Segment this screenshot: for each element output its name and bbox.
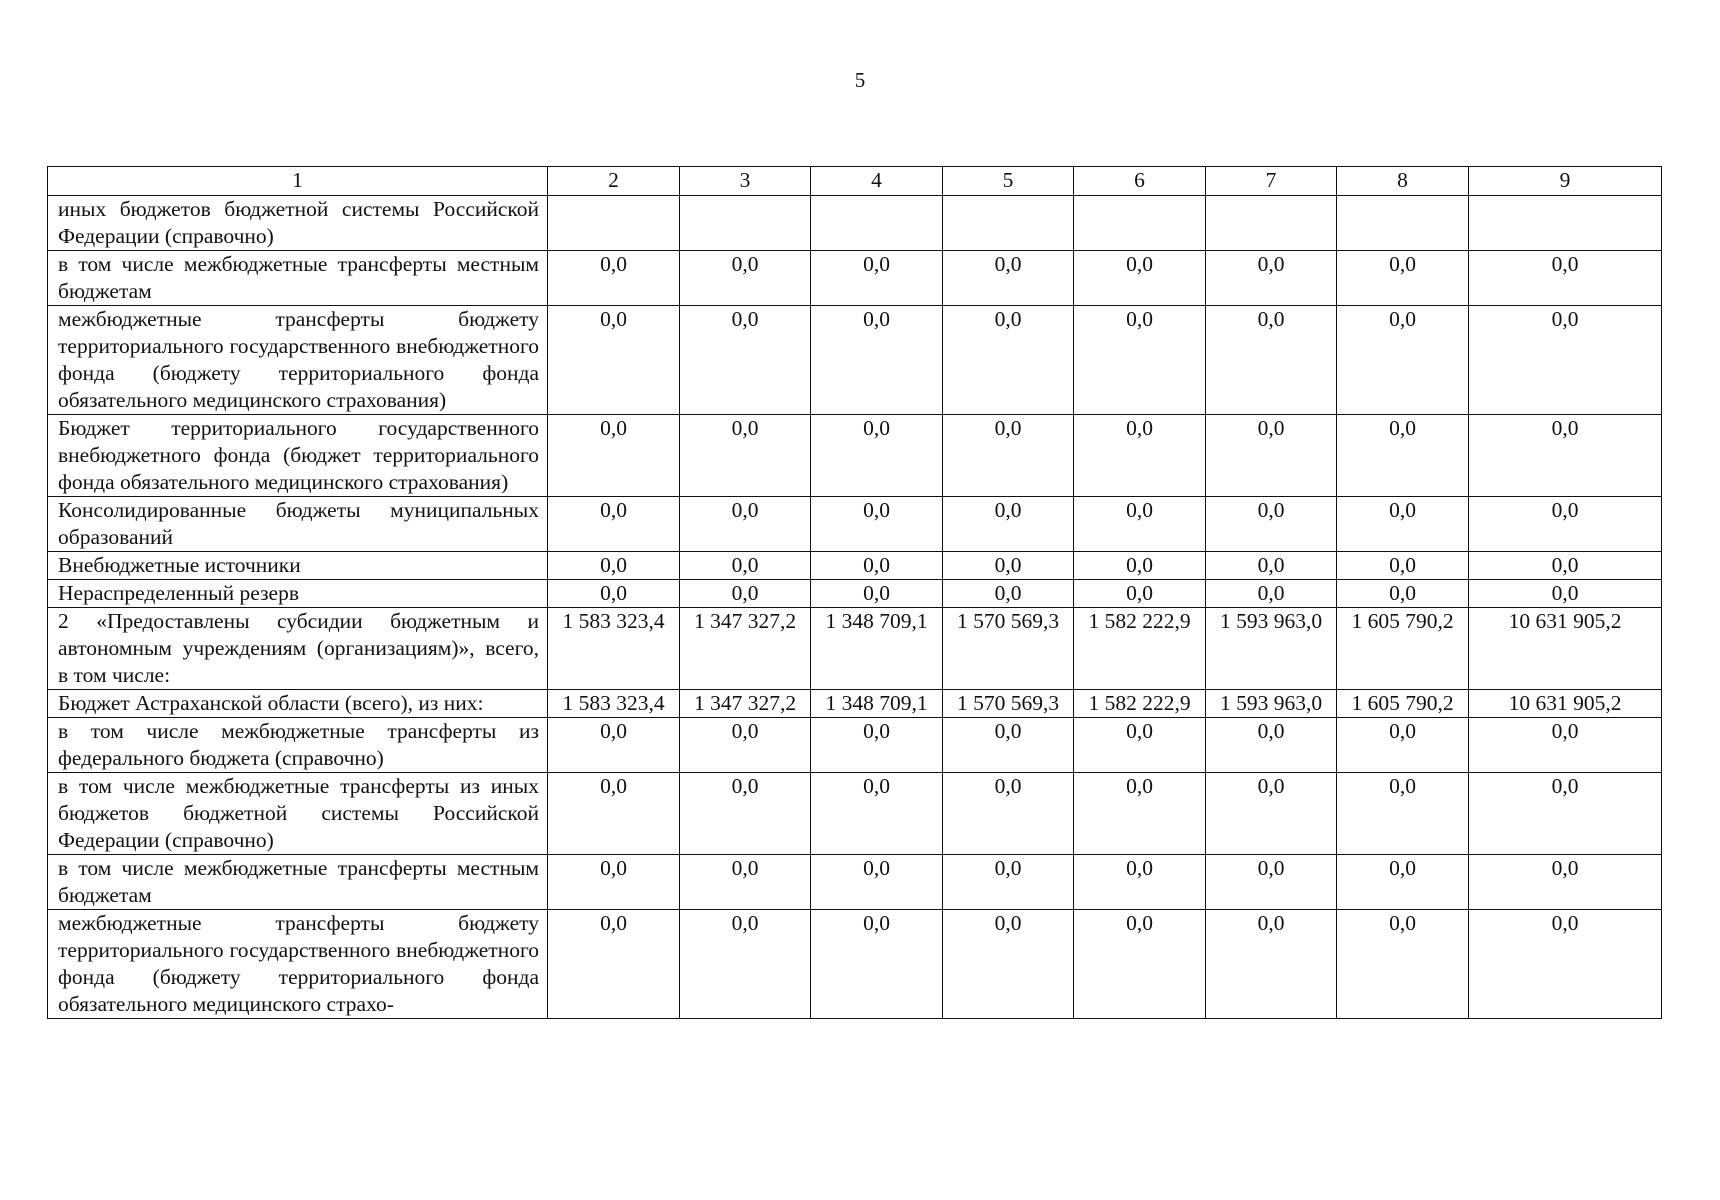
value-cell-col-9 xyxy=(1469,196,1662,251)
value-cell-col-7: 0,0 xyxy=(1206,855,1337,910)
value-cell-col-8: 0,0 xyxy=(1337,718,1469,773)
table-row xyxy=(48,251,1662,306)
table-row xyxy=(48,497,1662,552)
value-cell-col-6: 0,0 xyxy=(1074,251,1206,306)
value-cell-col-3: 0,0 xyxy=(680,306,811,415)
row-label: межбюджетные трансферты бюджету территориального государственного внебюджетного фонда (бюджету территориального фонда обязательного медицинского страхо- xyxy=(48,910,548,1019)
row-label: в том числе межбюджетные трансферты из федерального бюджета (справочно) xyxy=(48,718,548,773)
value-cell-col-6: 0,0 xyxy=(1074,552,1206,580)
value-cell-col-3: 0,0 xyxy=(680,580,811,608)
value-cell-col-2: 0,0 xyxy=(548,910,680,1019)
value-cell-col-2: 0,0 xyxy=(548,251,680,306)
row-label: иных бюджетов бюджетной системы Российской Федерации (справочно) xyxy=(48,196,548,251)
value-cell-col-9: 0,0 xyxy=(1469,580,1662,608)
value-cell-col-5: 0,0 xyxy=(943,415,1074,497)
value-cell-col-7: 0,0 xyxy=(1206,497,1337,552)
column-header-9: 9 xyxy=(1469,167,1662,196)
value-cell-col-8: 0,0 xyxy=(1337,773,1469,855)
table-row xyxy=(48,306,1662,415)
value-cell-col-6: 0,0 xyxy=(1074,497,1206,552)
row-label: в том числе межбюджетные трансферты местным бюджетам xyxy=(48,251,548,306)
value-cell-col-5: 0,0 xyxy=(943,251,1074,306)
value-cell-col-5: 0,0 xyxy=(943,552,1074,580)
value-cell-col-3: 1 347 327,2 xyxy=(680,690,811,718)
value-cell-col-3: 0,0 xyxy=(680,415,811,497)
value-cell-col-2: 1 583 323,4 xyxy=(548,690,680,718)
table-row xyxy=(48,608,1662,690)
row-label: межбюджетные трансферты бюджету территориального государственного внебюджетного фонда (бюджету территориального фонда обязательного медицинского страхования) xyxy=(48,306,548,415)
table-row xyxy=(48,580,1662,608)
value-cell-col-2: 0,0 xyxy=(548,773,680,855)
value-cell-col-9: 0,0 xyxy=(1469,552,1662,580)
value-cell-col-9: 0,0 xyxy=(1469,718,1662,773)
value-cell-col-2: 0,0 xyxy=(548,580,680,608)
value-cell-col-4: 0,0 xyxy=(811,251,943,306)
value-cell-col-3: 0,0 xyxy=(680,773,811,855)
table-row xyxy=(48,910,1662,1019)
row-label: Консолидированные бюджеты муниципальных образований xyxy=(48,497,548,552)
column-header-4: 4 xyxy=(811,167,943,196)
value-cell-col-7: 1 593 963,0 xyxy=(1206,690,1337,718)
value-cell-col-4: 0,0 xyxy=(811,773,943,855)
value-cell-col-9: 10 631 905,2 xyxy=(1469,690,1662,718)
row-label: Внебюджетные источники xyxy=(48,552,548,580)
value-cell-col-6 xyxy=(1074,196,1206,251)
value-cell-col-8: 1 605 790,2 xyxy=(1337,690,1469,718)
value-cell-col-5: 0,0 xyxy=(943,773,1074,855)
row-label: Нераспределенный резерв xyxy=(48,580,548,608)
value-cell-col-3: 0,0 xyxy=(680,552,811,580)
value-cell-col-2: 0,0 xyxy=(548,855,680,910)
column-header-1: 1 xyxy=(48,167,548,196)
value-cell-col-4: 0,0 xyxy=(811,415,943,497)
value-cell-col-2: 0,0 xyxy=(548,718,680,773)
column-header-3: 3 xyxy=(680,167,811,196)
value-cell-col-2: 0,0 xyxy=(548,497,680,552)
value-cell-col-6: 1 582 222,9 xyxy=(1074,690,1206,718)
value-cell-col-9: 0,0 xyxy=(1469,773,1662,855)
value-cell-col-8: 1 605 790,2 xyxy=(1337,608,1469,690)
value-cell-col-7: 0,0 xyxy=(1206,415,1337,497)
value-cell-col-8: 0,0 xyxy=(1337,855,1469,910)
value-cell-col-5: 0,0 xyxy=(943,497,1074,552)
table-row xyxy=(48,196,1662,251)
table-row xyxy=(48,718,1662,773)
value-cell-col-7: 0,0 xyxy=(1206,251,1337,306)
value-cell-col-4: 0,0 xyxy=(811,855,943,910)
value-cell-col-2: 0,0 xyxy=(548,552,680,580)
value-cell-col-4: 0,0 xyxy=(811,718,943,773)
row-label: Бюджет территориального государственного внебюджетного фонда (бюджет территориального фонда обязательного медицинского страхования) xyxy=(48,415,548,497)
value-cell-col-7: 0,0 xyxy=(1206,552,1337,580)
value-cell-col-8: 0,0 xyxy=(1337,251,1469,306)
value-cell-col-5: 0,0 xyxy=(943,580,1074,608)
value-cell-col-5: 0,0 xyxy=(943,910,1074,1019)
row-label: в том числе межбюджетные трансферты из иных бюджетов бюджетной системы Российской Федерации (справочно) xyxy=(48,773,548,855)
row-label: Бюджет Астраханской области (всего), из них: xyxy=(48,690,548,718)
value-cell-col-4: 0,0 xyxy=(811,306,943,415)
value-cell-col-9: 0,0 xyxy=(1469,497,1662,552)
table-row xyxy=(48,690,1662,718)
value-cell-col-8: 0,0 xyxy=(1337,910,1469,1019)
value-cell-col-4: 0,0 xyxy=(811,497,943,552)
value-cell-col-9: 0,0 xyxy=(1469,855,1662,910)
value-cell-col-4: 0,0 xyxy=(811,910,943,1019)
value-cell-col-9: 10 631 905,2 xyxy=(1469,608,1662,690)
value-cell-col-6: 0,0 xyxy=(1074,773,1206,855)
value-cell-col-6: 0,0 xyxy=(1074,718,1206,773)
column-header-7: 7 xyxy=(1206,167,1337,196)
table-body xyxy=(48,196,1662,1019)
value-cell-col-3: 0,0 xyxy=(680,910,811,1019)
value-cell-col-7: 0,0 xyxy=(1206,306,1337,415)
row-label: в том числе межбюджетные трансферты местным бюджетам xyxy=(48,855,548,910)
value-cell-col-8: 0,0 xyxy=(1337,497,1469,552)
value-cell-col-8 xyxy=(1337,196,1469,251)
column-header-8: 8 xyxy=(1337,167,1469,196)
value-cell-col-7: 1 593 963,0 xyxy=(1206,608,1337,690)
value-cell-col-4: 1 348 709,1 xyxy=(811,690,943,718)
value-cell-col-4 xyxy=(811,196,943,251)
value-cell-col-3: 0,0 xyxy=(680,251,811,306)
value-cell-col-2 xyxy=(548,196,680,251)
value-cell-col-8: 0,0 xyxy=(1337,306,1469,415)
value-cell-col-7: 0,0 xyxy=(1206,718,1337,773)
value-cell-col-5: 0,0 xyxy=(943,855,1074,910)
table-row xyxy=(48,773,1662,855)
value-cell-col-2: 0,0 xyxy=(548,306,680,415)
value-cell-col-6: 1 582 222,9 xyxy=(1074,608,1206,690)
value-cell-col-9: 0,0 xyxy=(1469,251,1662,306)
table-row xyxy=(48,855,1662,910)
value-cell-col-6: 0,0 xyxy=(1074,580,1206,608)
value-cell-col-6: 0,0 xyxy=(1074,306,1206,415)
value-cell-col-6: 0,0 xyxy=(1074,910,1206,1019)
value-cell-col-4: 0,0 xyxy=(811,552,943,580)
row-label: 2 «Предоставлены субсидии бюджетным и автономным учреждениям (организациям)», всего, в том числе: xyxy=(48,608,548,690)
column-header-2: 2 xyxy=(548,167,680,196)
value-cell-col-4: 1 348 709,1 xyxy=(811,608,943,690)
column-number-row xyxy=(48,167,1662,196)
value-cell-col-9: 0,0 xyxy=(1469,306,1662,415)
value-cell-col-3: 1 347 327,2 xyxy=(680,608,811,690)
value-cell-col-8: 0,0 xyxy=(1337,552,1469,580)
table-row xyxy=(48,552,1662,580)
value-cell-col-6: 0,0 xyxy=(1074,415,1206,497)
value-cell-col-8: 0,0 xyxy=(1337,580,1469,608)
value-cell-col-8: 0,0 xyxy=(1337,415,1469,497)
value-cell-col-3: 0,0 xyxy=(680,497,811,552)
value-cell-col-2: 0,0 xyxy=(548,415,680,497)
value-cell-col-9: 0,0 xyxy=(1469,415,1662,497)
value-cell-col-3: 0,0 xyxy=(680,855,811,910)
column-header-5: 5 xyxy=(943,167,1074,196)
value-cell-col-7: 0,0 xyxy=(1206,773,1337,855)
budget-table xyxy=(47,166,1662,1019)
value-cell-col-5: 1 570 569,3 xyxy=(943,690,1074,718)
value-cell-col-4: 0,0 xyxy=(811,580,943,608)
value-cell-col-5: 0,0 xyxy=(943,718,1074,773)
value-cell-col-3: 0,0 xyxy=(680,718,811,773)
value-cell-col-5: 1 570 569,3 xyxy=(943,608,1074,690)
value-cell-col-7: 0,0 xyxy=(1206,910,1337,1019)
value-cell-col-6: 0,0 xyxy=(1074,855,1206,910)
value-cell-col-5: 0,0 xyxy=(943,306,1074,415)
value-cell-col-7 xyxy=(1206,196,1337,251)
value-cell-col-3 xyxy=(680,196,811,251)
page-number: 5 xyxy=(854,68,866,92)
value-cell-col-2: 1 583 323,4 xyxy=(548,608,680,690)
value-cell-col-7: 0,0 xyxy=(1206,580,1337,608)
column-header-6: 6 xyxy=(1074,167,1206,196)
value-cell-col-9: 0,0 xyxy=(1469,910,1662,1019)
value-cell-col-5 xyxy=(943,196,1074,251)
table-row xyxy=(48,415,1662,497)
